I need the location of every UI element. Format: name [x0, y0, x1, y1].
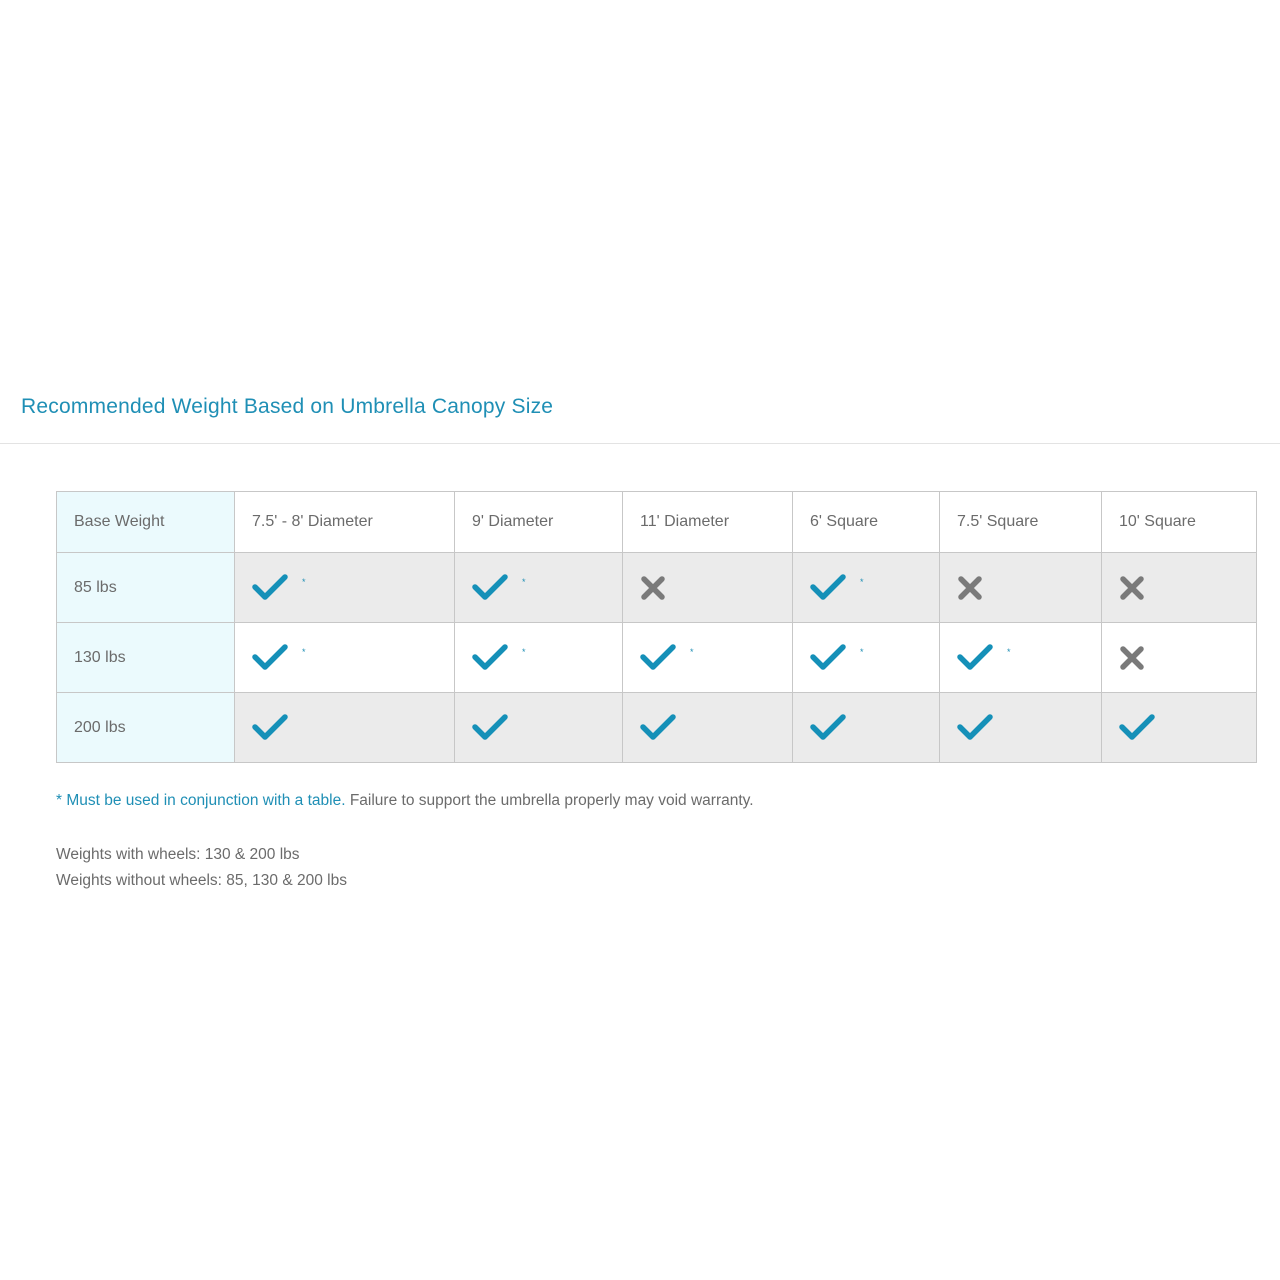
column-header: 7.5' Square — [940, 492, 1102, 553]
checkmark-icon — [810, 643, 846, 673]
page-title: Recommended Weight Based on Umbrella Canopy Size — [21, 395, 554, 418]
asterisk-marker: * — [302, 646, 306, 657]
x-mark-icon — [957, 575, 983, 601]
asterisk-marker: * — [302, 576, 306, 587]
x-mark-icon — [1119, 575, 1145, 601]
row-header: 85 lbs — [57, 553, 235, 623]
table-row — [57, 693, 1257, 763]
table-cell — [940, 553, 1102, 623]
column-header: 10' Square — [1102, 492, 1257, 553]
checkmark-icon — [640, 643, 676, 673]
table-cell — [455, 623, 623, 693]
table-header-row — [57, 492, 1257, 553]
table-cell — [235, 693, 455, 763]
asterisk-marker: * — [690, 646, 694, 657]
weights-without-wheels: Weights without wheels: 85, 130 & 200 lbs — [56, 872, 347, 889]
title-divider — [0, 443, 1280, 444]
asterisk-marker: * — [522, 576, 526, 587]
asterisk-marker: * — [1007, 646, 1011, 657]
checkmark-icon — [252, 713, 288, 743]
row-header: 200 lbs — [57, 693, 235, 763]
table-cell — [1102, 623, 1257, 693]
table-row — [57, 623, 1257, 693]
table-cell — [623, 693, 793, 763]
checkmark-icon — [640, 713, 676, 743]
table-cell — [793, 623, 940, 693]
table-cell — [235, 553, 455, 623]
asterisk-marker: * — [860, 576, 864, 587]
checkmark-icon — [472, 713, 508, 743]
checkmark-icon — [472, 573, 508, 603]
checkmark-icon — [252, 573, 288, 603]
table-cell — [455, 553, 623, 623]
table-cell — [455, 693, 623, 763]
footnote-text: Failure to support the umbrella properly may void warranty. — [345, 792, 754, 809]
table-cell — [235, 623, 455, 693]
column-header: 7.5' - 8' Diameter — [235, 492, 455, 553]
asterisk-marker: * — [860, 646, 864, 657]
table-cell — [793, 553, 940, 623]
footnote — [56, 792, 754, 810]
row-header: 130 lbs — [57, 623, 235, 693]
table-cell — [793, 693, 940, 763]
weights-with-wheels: Weights with wheels: 130 & 200 lbs — [56, 846, 300, 863]
weight-compatibility-table — [56, 491, 1257, 763]
footnote-highlight: * Must be used in conjunction with a table. — [56, 792, 346, 809]
x-mark-icon — [640, 575, 666, 601]
table-cell — [940, 693, 1102, 763]
column-header: 9' Diameter — [455, 492, 623, 553]
checkmark-icon — [252, 643, 288, 673]
checkmark-icon — [1119, 713, 1155, 743]
x-mark-icon — [1119, 645, 1145, 671]
checkmark-icon — [810, 713, 846, 743]
table-row — [57, 553, 1257, 623]
table-cell — [940, 623, 1102, 693]
column-header: 6' Square — [793, 492, 940, 553]
checkmark-icon — [472, 643, 508, 673]
table-cell — [623, 553, 793, 623]
column-header: 11' Diameter — [623, 492, 793, 553]
checkmark-icon — [957, 643, 993, 673]
checkmark-icon — [810, 573, 846, 603]
table-cell — [1102, 693, 1257, 763]
corner-header: Base Weight — [57, 492, 235, 553]
checkmark-icon — [957, 713, 993, 743]
table-cell — [1102, 553, 1257, 623]
table-cell — [623, 623, 793, 693]
asterisk-marker: * — [522, 646, 526, 657]
